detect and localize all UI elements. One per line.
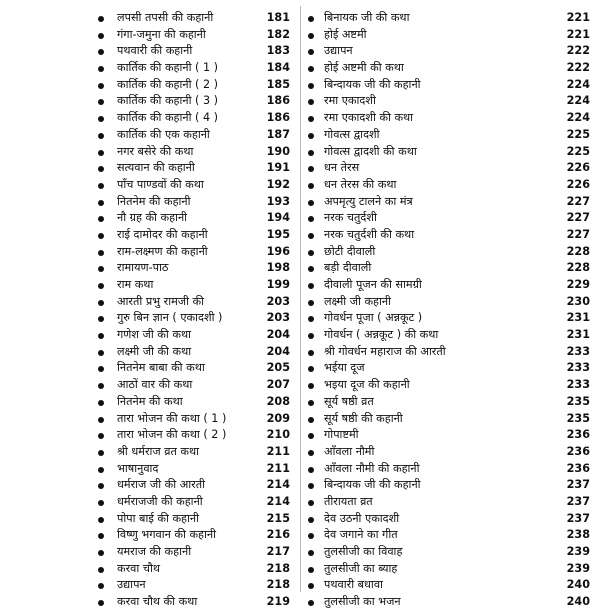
toc-entry-title: पोपा बाई की कहानी — [117, 511, 199, 525]
toc-entry-page-number: 184 — [266, 61, 290, 75]
toc-entry-title: लक्ष्मी जी की कथा — [117, 344, 192, 358]
toc-entry[interactable] — [302, 93, 594, 110]
toc-entry-page-number: 239 — [566, 561, 590, 575]
toc-entry[interactable] — [302, 144, 594, 161]
toc-entry-page-number: 222 — [566, 44, 590, 58]
toc-entry-title: बिनायक जी की कथा — [324, 11, 410, 24]
toc-entry-title: पथवारी बधावा — [324, 578, 383, 592]
toc-entry-page-number: 195 — [266, 227, 290, 241]
toc-entry[interactable] — [0, 177, 292, 194]
toc-entry-title: धर्मराजजी की कहानी — [117, 494, 203, 508]
toc-entry[interactable] — [302, 444, 594, 461]
toc-entry-page-number: 225 — [566, 127, 590, 141]
toc-entry-title: राई दामोदर की कहानी — [117, 227, 208, 241]
toc-entry-title: तुलसीजी का विवाह — [324, 545, 403, 558]
toc-entry-title: उद्यापन — [117, 578, 146, 592]
toc-entry-page-number: 194 — [266, 211, 290, 225]
toc-entry-title: तारा भोजन की कथा ( 2 ) — [117, 428, 227, 442]
bullet-icon — [98, 150, 104, 156]
toc-entry-page-number: 230 — [566, 294, 590, 308]
toc-entry-page-number: 233 — [566, 344, 590, 358]
toc-entry[interactable] — [0, 527, 292, 544]
bullet-icon — [98, 583, 104, 589]
toc-entry[interactable] — [0, 27, 292, 44]
bullet-icon — [308, 250, 314, 256]
toc-entry-title: रामायण-पाठ — [117, 261, 169, 275]
bullet-icon — [308, 33, 314, 39]
toc-entry-title: दीवाली पूजन की सामग्री — [324, 278, 422, 291]
toc-entry[interactable] — [302, 461, 594, 478]
toc-entry[interactable] — [0, 594, 292, 611]
toc-entry[interactable] — [0, 60, 292, 77]
toc-entry-title: करवा चौथ की कथा — [117, 595, 198, 609]
toc-column-right — [302, 10, 594, 611]
toc-entry[interactable] — [0, 461, 292, 478]
toc-entry-page-number: 239 — [566, 545, 590, 558]
toc-entry[interactable] — [0, 93, 292, 110]
bullet-icon — [308, 16, 314, 22]
bullet-icon — [308, 49, 314, 55]
toc-entry-title: नितनेम की कहानी — [117, 194, 191, 208]
toc-entry-page-number: 240 — [566, 595, 590, 609]
toc-entry[interactable] — [0, 244, 292, 261]
toc-entry-title: गोपाष्टमी — [324, 428, 359, 442]
toc-entry-title: भाषानुवाद — [117, 461, 159, 475]
toc-entry-page-number: 237 — [566, 478, 590, 492]
bullet-icon — [308, 83, 314, 89]
toc-entry-title: सूर्य षष्ठी की कहानी — [324, 411, 403, 425]
bullet-icon — [308, 300, 314, 306]
toc-entry-title: पाँच पाण्डवों की कथा — [117, 177, 204, 191]
toc-entry[interactable] — [0, 227, 292, 244]
toc-entry-page-number: 185 — [266, 77, 290, 91]
toc-entry[interactable] — [302, 244, 594, 261]
toc-entry-title: भईया दूज — [324, 361, 365, 375]
bullet-icon — [98, 417, 104, 423]
toc-entry-page-number: 208 — [266, 394, 290, 408]
toc-entry-page-number: 205 — [266, 361, 290, 375]
toc-entry[interactable] — [0, 544, 292, 561]
toc-entry[interactable] — [302, 427, 594, 444]
toc-entry[interactable] — [302, 561, 594, 578]
toc-entry-page-number: 211 — [266, 444, 290, 458]
toc-entry[interactable] — [302, 544, 594, 561]
toc-entry-title: तुलसीजी का भजन — [324, 595, 401, 609]
toc-entry-title: देव जगाने का गीत — [324, 528, 398, 542]
toc-entry-page-number: 186 — [266, 111, 290, 125]
toc-entry-title: नितनेम की कथा — [117, 394, 183, 408]
toc-entry-page-number: 203 — [266, 294, 290, 308]
column-divider — [300, 6, 301, 592]
toc-entry-title: भइया दूज की कहानी — [324, 378, 410, 392]
bullet-icon — [98, 200, 104, 206]
toc-entry-title: आरती प्रभु रामजी की — [117, 294, 205, 308]
bullet-icon — [308, 99, 314, 105]
toc-entry[interactable] — [0, 277, 292, 294]
bullet-icon — [98, 533, 104, 539]
toc-entry-page-number: 227 — [566, 227, 590, 241]
toc-entry-title: होई अष्टमी — [324, 27, 367, 41]
toc-entry-title: कार्तिक की कहानी ( 3 ) — [117, 94, 219, 108]
bullet-icon — [308, 400, 314, 406]
bullet-icon — [98, 400, 104, 406]
toc-entry-title: तुलसीजी का ब्याह — [324, 561, 398, 575]
toc-entry[interactable] — [0, 377, 292, 394]
toc-entry-page-number: 226 — [566, 161, 590, 175]
toc-entry-page-number: 216 — [266, 528, 290, 542]
bullet-icon — [308, 567, 314, 573]
toc-entry-page-number: 203 — [266, 311, 290, 325]
bullet-icon — [308, 600, 314, 606]
toc-entry[interactable] — [302, 60, 594, 77]
toc-entry-page-number: 218 — [266, 561, 290, 575]
toc-entry-title: छोटी दीवाली — [324, 244, 376, 258]
toc-entry[interactable] — [302, 494, 594, 511]
toc-entry-page-number: 237 — [566, 494, 590, 508]
bullet-icon — [98, 133, 104, 139]
toc-entry[interactable] — [0, 360, 292, 377]
bullet-icon — [98, 66, 104, 72]
toc-entry-title: नरक चतुर्दशी — [324, 211, 377, 225]
toc-entry-page-number: 193 — [266, 194, 290, 208]
toc-entry-title: गोवर्धन ( अन्नकूट ) की कथा — [324, 328, 439, 342]
bullet-icon — [98, 550, 104, 556]
toc-entry[interactable] — [0, 477, 292, 494]
toc-entry-title: बड़ी दीवाली — [324, 261, 372, 275]
toc-entry[interactable] — [0, 10, 292, 27]
toc-entry-page-number: 224 — [566, 111, 590, 125]
bullet-icon — [308, 366, 314, 372]
toc-entry-title: पथवारी की कहानी — [117, 44, 193, 58]
toc-entry-title: गोवत्स द्वादशी — [324, 127, 380, 141]
bullet-icon — [98, 517, 104, 523]
bullet-icon — [308, 183, 314, 189]
toc-entry-title: रमा एकादशी — [324, 94, 376, 108]
toc-entry[interactable] — [302, 177, 594, 194]
toc-entry-page-number: 221 — [566, 11, 590, 24]
toc-entry-page-number: 210 — [266, 428, 290, 442]
bullet-icon — [308, 417, 314, 423]
bullet-icon — [308, 266, 314, 272]
bullet-icon — [308, 116, 314, 122]
toc-entry-title: गोवत्स द्वादशी की कथा — [324, 144, 417, 158]
bullet-icon — [308, 233, 314, 239]
toc-entry[interactable] — [302, 577, 594, 594]
toc-entry-page-number: 236 — [566, 428, 590, 442]
toc-entry-page-number: 221 — [566, 27, 590, 41]
toc-entry[interactable] — [0, 394, 292, 411]
toc-entry-page-number: 204 — [266, 344, 290, 358]
toc-entry-page-number: 226 — [566, 177, 590, 191]
toc-entry-page-number: 192 — [266, 177, 290, 191]
bullet-icon — [98, 383, 104, 389]
bullet-icon — [308, 133, 314, 139]
toc-entry-page-number: 204 — [266, 328, 290, 342]
bullet-icon — [98, 266, 104, 272]
toc-entry-page-number: 235 — [566, 411, 590, 425]
toc-entry-title: कार्तिक की एक कहानी — [117, 127, 210, 141]
toc-entry[interactable] — [302, 594, 594, 611]
toc-entry-title: सूर्य षष्ठी व्रत — [324, 394, 374, 408]
bullet-icon — [308, 550, 314, 556]
toc-entry-page-number: 237 — [566, 511, 590, 525]
toc-entry[interactable] — [302, 411, 594, 428]
toc-entry-page-number: 181 — [266, 11, 290, 24]
toc-entry[interactable] — [302, 210, 594, 227]
toc-entry-page-number: 199 — [266, 278, 290, 291]
toc-entry[interactable] — [302, 477, 594, 494]
toc-entry[interactable] — [0, 310, 292, 327]
toc-entry[interactable] — [302, 377, 594, 394]
toc-entry[interactable] — [302, 10, 594, 27]
bullet-icon — [98, 300, 104, 306]
toc-entry[interactable] — [0, 144, 292, 161]
bullet-icon — [98, 283, 104, 289]
toc-entry[interactable] — [302, 77, 594, 94]
toc-entry[interactable] — [0, 210, 292, 227]
bullet-icon — [308, 383, 314, 389]
bullet-icon — [98, 500, 104, 506]
toc-entry-title: श्री गोवर्धन महाराज की आरती — [324, 344, 446, 358]
toc-entry[interactable] — [302, 160, 594, 177]
toc-entry-page-number: 236 — [566, 461, 590, 475]
toc-entry-title: राम-लक्ष्मण की कहानी — [117, 244, 208, 258]
bullet-icon — [98, 49, 104, 55]
toc-entry-title: उद्यापन — [324, 44, 353, 58]
toc-entry[interactable] — [0, 43, 292, 60]
toc-entry-title: तीरायता व्रत — [324, 494, 373, 508]
toc-entry[interactable] — [0, 194, 292, 211]
toc-entry[interactable] — [0, 427, 292, 444]
toc-entry-title: नगर बसेरे की कथा — [117, 144, 194, 158]
toc-entry-page-number: 218 — [266, 578, 290, 592]
toc-entry-title: यमराज की कहानी — [117, 545, 192, 558]
bullet-icon — [98, 183, 104, 189]
bullet-icon — [98, 33, 104, 39]
toc-entry[interactable] — [0, 110, 292, 127]
bullet-icon — [98, 467, 104, 473]
bullet-icon — [98, 567, 104, 573]
bullet-icon — [98, 116, 104, 122]
bullet-icon — [98, 433, 104, 439]
bullet-icon — [98, 333, 104, 339]
toc-entry[interactable] — [0, 127, 292, 144]
toc-entry-title: सत्यवान की कहानी — [117, 161, 195, 175]
toc-column-left — [0, 10, 292, 611]
toc-entry-page-number: 233 — [566, 378, 590, 392]
toc-entry-page-number: 187 — [266, 127, 290, 141]
toc-entry[interactable] — [0, 511, 292, 528]
toc-entry-title: धन तेरस — [324, 161, 360, 175]
bullet-icon — [308, 283, 314, 289]
toc-entry-title: आठों वार की कथा — [117, 378, 193, 392]
toc-entry-page-number: 217 — [266, 545, 290, 558]
toc-entry-page-number: 236 — [566, 444, 590, 458]
toc-entry-title: रमा एकादशी की कथा — [324, 111, 414, 125]
bullet-icon — [98, 600, 104, 606]
toc-entry[interactable] — [302, 110, 594, 127]
toc-entry-title: नितनेम बाबा की कथा — [117, 361, 205, 375]
toc-entry-page-number: 231 — [566, 311, 590, 325]
toc-entry-page-number: 209 — [266, 411, 290, 425]
toc-entry[interactable] — [302, 277, 594, 294]
toc-entry[interactable] — [302, 310, 594, 327]
bullet-icon — [308, 467, 314, 473]
toc-entry-page-number: 224 — [566, 77, 590, 91]
toc-entry[interactable] — [0, 411, 292, 428]
toc-entry[interactable] — [302, 227, 594, 244]
toc-entry-title: गंगा-जमुना की कहानी — [117, 27, 206, 41]
bullet-icon — [308, 166, 314, 172]
toc-list-right — [302, 10, 594, 611]
toc-entry[interactable] — [302, 43, 594, 60]
toc-entry[interactable] — [302, 27, 594, 44]
toc-entry[interactable] — [302, 360, 594, 377]
toc-entry-page-number: 233 — [566, 361, 590, 375]
bullet-icon — [308, 316, 314, 322]
bullet-icon — [98, 366, 104, 372]
toc-entry-title: कार्तिक की कहानी ( 4 ) — [117, 111, 219, 125]
toc-entry-title: नरक चतुर्दशी की कथा — [324, 227, 415, 241]
toc-entry-page-number: 186 — [266, 94, 290, 108]
toc-entry[interactable] — [0, 327, 292, 344]
bullet-icon — [98, 350, 104, 356]
toc-entry-title: लपसी तपसी की कहानी — [117, 11, 214, 24]
toc-entry-title: आँवला नौमी — [324, 444, 375, 458]
toc-entry[interactable] — [0, 444, 292, 461]
toc-entry-title: गणेश जी की कथा — [117, 328, 191, 342]
toc-entry-page-number: 190 — [266, 144, 290, 158]
toc-entry[interactable] — [302, 344, 594, 361]
toc-entry-page-number: 227 — [566, 194, 590, 208]
toc-entry-page-number: 227 — [566, 211, 590, 225]
bullet-icon — [308, 150, 314, 156]
toc-entry-title: कार्तिक की कहानी ( 2 ) — [117, 77, 219, 91]
toc-entry-page-number: 198 — [266, 261, 290, 275]
toc-entry-title: कार्तिक की कहानी ( 1 ) — [117, 61, 219, 75]
toc-entry[interactable] — [302, 327, 594, 344]
toc-entry-page-number: 215 — [266, 511, 290, 525]
toc-entry-page-number: 238 — [566, 528, 590, 542]
toc-entry-title: धर्मराज जी की आरती — [117, 478, 205, 492]
toc-list-left — [0, 10, 292, 611]
toc-entry[interactable] — [302, 260, 594, 277]
bullet-icon — [98, 83, 104, 89]
toc-entry[interactable] — [0, 344, 292, 361]
toc-entry-page-number: 228 — [566, 244, 590, 258]
bullet-icon — [98, 483, 104, 489]
bullet-icon — [98, 99, 104, 105]
toc-entry-page-number: 214 — [266, 494, 290, 508]
toc-entry-page-number: 231 — [566, 328, 590, 342]
toc-entry-title: करवा चौथ — [117, 561, 160, 575]
bullet-icon — [308, 350, 314, 356]
bullet-icon — [98, 450, 104, 456]
toc-entry-page-number: 224 — [566, 94, 590, 108]
bullet-icon — [98, 316, 104, 322]
toc-entry[interactable] — [0, 577, 292, 594]
bullet-icon — [308, 450, 314, 456]
bullet-icon — [308, 500, 314, 506]
bullet-icon — [308, 216, 314, 222]
toc-entry-page-number: 183 — [266, 44, 290, 58]
toc-entry-page-number: 228 — [566, 261, 590, 275]
toc-entry-page-number: 222 — [566, 61, 590, 75]
toc-entry-title: गोवर्धन पूजा ( अन्नकूट ) — [324, 311, 423, 325]
toc-entry-page-number: 191 — [266, 161, 290, 175]
toc-entry-page-number: 207 — [266, 378, 290, 392]
toc-entry-title: श्री धर्मराज व्रत कथा — [117, 444, 200, 458]
toc-entry-title: तारा भोजन की कथा ( 1 ) — [117, 411, 227, 425]
bullet-icon — [308, 66, 314, 72]
toc-entry[interactable] — [0, 294, 292, 311]
bullet-icon — [98, 166, 104, 172]
toc-entry-title: गुरु बिन ज्ञान ( एकादशी ) — [117, 311, 223, 325]
toc-entry-title: नौ ग्रह की कहानी — [117, 211, 188, 225]
bullet-icon — [308, 533, 314, 539]
toc-entry-page-number: 196 — [266, 244, 290, 258]
toc-entry-title: होई अष्टमी की कथा — [324, 61, 404, 75]
toc-entry-title: लक्ष्मी जी कहानी — [324, 294, 391, 308]
bullet-icon — [308, 583, 314, 589]
toc-entry-title: आँवला नौमी की कहानी — [324, 461, 420, 475]
toc-entry-title: राम कथा — [117, 278, 154, 291]
toc-entry[interactable] — [302, 127, 594, 144]
toc-entry-title: विष्णु भगवान की कहानी — [117, 528, 216, 542]
bullet-icon — [308, 333, 314, 339]
toc-entry-page-number: 225 — [566, 144, 590, 158]
toc-entry-title: धन तेरस की कथा — [324, 177, 397, 191]
toc-entry-page-number: 235 — [566, 394, 590, 408]
toc-entry-title: देव उठनी एकादशी — [324, 511, 400, 525]
toc-entry-title: अपमृत्यु टालने का मंत्र — [324, 194, 413, 208]
bullet-icon — [308, 517, 314, 523]
toc-entry[interactable] — [302, 511, 594, 528]
bullet-icon — [98, 216, 104, 222]
bullet-icon — [308, 433, 314, 439]
toc-entry[interactable] — [302, 294, 594, 311]
toc-entry-page-number: 211 — [266, 461, 290, 475]
toc-entry-title: बिन्दायक जी की कहानी — [324, 478, 421, 492]
bullet-icon — [98, 250, 104, 256]
bullet-icon — [98, 16, 104, 22]
toc-entry[interactable] — [0, 260, 292, 277]
toc-entry-page-number: 229 — [566, 278, 590, 291]
toc-entry[interactable] — [302, 194, 594, 211]
bullet-icon — [98, 233, 104, 239]
toc-entry[interactable] — [0, 494, 292, 511]
toc-entry-page-number: 240 — [566, 578, 590, 592]
bullet-icon — [308, 200, 314, 206]
toc-entry[interactable] — [302, 394, 594, 411]
toc-entry[interactable] — [0, 77, 292, 94]
bullet-icon — [308, 483, 314, 489]
toc-entry[interactable] — [0, 561, 292, 578]
toc-entry-page-number: 214 — [266, 478, 290, 492]
toc-entry-page-number: 219 — [266, 595, 290, 609]
toc-entry[interactable] — [302, 527, 594, 544]
toc-entry-page-number: 182 — [266, 27, 290, 41]
toc-entry[interactable] — [0, 160, 292, 177]
toc-entry-title: बिन्दायक जी की कहानी — [324, 77, 421, 91]
